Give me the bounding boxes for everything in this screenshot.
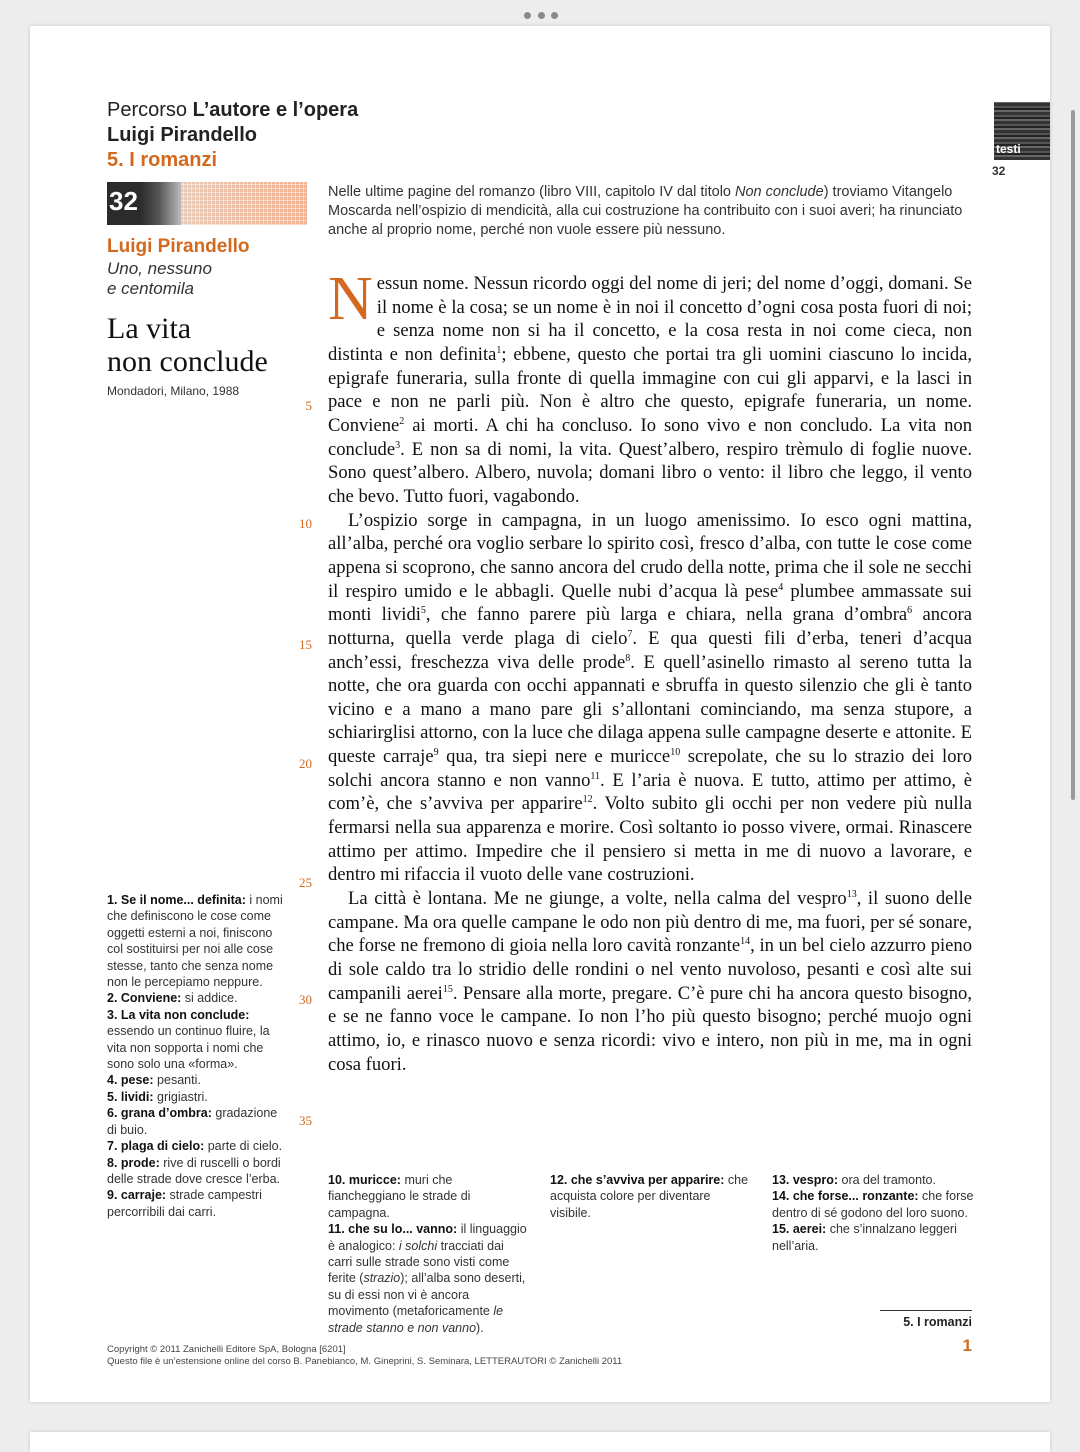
note-ref: 8 xyxy=(625,652,631,664)
path-title: L’autore e l’opera xyxy=(192,99,359,121)
note-ref: 7 xyxy=(627,628,633,640)
document-page xyxy=(30,26,1050,1402)
header-chapter: 5. I romanzi xyxy=(107,149,218,171)
side-tab xyxy=(994,102,1050,160)
side-tab-label: testi xyxy=(996,142,1021,156)
note-ref: 11 xyxy=(590,770,601,782)
note-ref: 13 xyxy=(846,888,857,900)
note-ref: 5 xyxy=(420,605,426,616)
note-ref: 12 xyxy=(582,794,593,806)
page-number: 1 xyxy=(962,1336,972,1355)
footnote: 2. Conviene: si addice. xyxy=(107,991,238,1006)
note-ref: 2 xyxy=(399,415,405,427)
footnotes-col-1 xyxy=(328,1172,528,1336)
next-page-edge xyxy=(30,1432,1050,1452)
paragraph-3: La città è lontana. Me ne giunge, a volte, nella calma del vespro$^{13}$, il suono delle campane. Ma ora quelle campane le odo non più dentro di me, ma fuori, per sé sonare, che forse ne fremono di gioia nella loro cavità ronzante$^{14}$, in un bel cielo azzurro pieno di sole caldo tra lo stridio delle rondini o nel vento nuvoloso, pesanti e così alte sui campanili aerei$^{15}$. Pensare alla morte, pregare. C’è pure chi ha ancora questo bisogno, e se ne fanno voce le campane. Io non l’ho più questo bisogno; perché muojo ogni attimo, io, e rinasco nuovo e senza ricordi: vivo e intero, non più in me, ma in ogni cosa fuori. xyxy=(328,888,973,1075)
footnotes-col-2 xyxy=(550,1172,750,1221)
note-ref: 1 xyxy=(496,344,502,356)
running-header xyxy=(107,98,358,173)
note-ref: 10 xyxy=(670,746,681,758)
footnote: 11. che su lo... vanno: il linguaggio è analogico: i solchi tracciati dai carri sulle strade sono visti come ferite (strazio); all’alba sono deserti, su di essi non vi è ancora movimento (metaforicamente le strade stanno e non vanno). xyxy=(328,1222,527,1335)
note-ref: 15 xyxy=(442,983,453,995)
badge-number: 32 xyxy=(109,186,138,216)
scrollbar[interactable] xyxy=(1071,110,1075,800)
line-number: 25 xyxy=(299,875,312,890)
footnote: 1. Se il nome... definita: i nomi che definiscono le cose come oggetti esterni a noi, finiscono col sostituirsi per noi alle cose stesse, tanto che senza nome non le percepiamo neppure. xyxy=(107,893,283,990)
footnote: 6. grana d’ombra: gradazione di buio. xyxy=(107,1106,278,1137)
line-number: 35 xyxy=(299,1113,312,1128)
passage-title: La vita non conclude xyxy=(107,312,268,378)
footnote: 8. prode: rive di ruscelli o bordi delle strade dove cresce l’erba. xyxy=(107,1155,281,1186)
footnote: 14. che forse... ronzante: che forse dentro di sé godono del loro suono. xyxy=(772,1189,974,1220)
footnotes-col-3 xyxy=(772,1172,982,1254)
note-ref: 3 xyxy=(395,439,401,451)
note-ref: 14 xyxy=(740,936,751,948)
footer-rule xyxy=(880,1310,972,1311)
introduction: Nelle ultime pagine del romanzo (libro VIII, capitolo IV dal titolo Non conclude) troviamo Vitangelo Moscarda nell’ospizio di mendicità, alla cui costruzione ha contribuito con i suoi averi; ha rinunciato anche al proprio nome, perché non vuole essere più nessuno. xyxy=(328,184,963,238)
passage-text xyxy=(328,265,973,1076)
footnote: 13. vespro: ora del tramonto. xyxy=(772,1173,936,1187)
path-prefix: Percorso xyxy=(107,99,188,121)
line-number: 5 xyxy=(305,398,312,413)
footnote: 10. muricce: muri che fiancheggiano le strade di campagna. xyxy=(328,1173,471,1220)
footnote: 3. La vita non conclude: essendo un continuo fluire, la vita non sopporta i nomi che sono solo una «forma». xyxy=(107,1007,270,1072)
paragraph-1: Nessun nome. Nessun ricordo oggi del nome di jeri; del nome d’oggi, domani. Se il nome è la cosa; se un nome è in noi il concetto d’ogni cosa posta fuori di noi; e senza nome non si ha il concetto, e la cosa resta in noi come cieca, non distinta e non definita$^1$; ebbene, questo che portai tra gli uomini ciascuno lo incida, epigrafe funeraria, sulla fronte di quella immagine con cui gli apparvi, e la lasci in pace e non ne parli più. Non è altro che questo, epigrafe funeraria, un nome. Conviene$^2$ ai morti. A chi ha concluso. Io sono vivo e non concludo. La vita non conclude$^3$. E non sa di nomi, la vita. Quest’albero, respiro trèmulo di foglie nuove. Sono quest’albero. Albero, nuvola; domani libro o vento: il libro che leggo, il vento che bevo. Tutto fuori, vagabondo. xyxy=(328,265,973,507)
copyright: Copyright © 2011 Zanichelli Editore SpA, Bologna [6201] Questo file è un’estensione online del corso B. Panebianco, M. Gineprini, S. Seminara, LETTERAUTORI © Zanichelli 2011 xyxy=(107,1344,623,1367)
note-ref: 4 xyxy=(778,581,784,593)
drop-cap: N xyxy=(328,265,373,333)
footnotes-left xyxy=(107,892,289,1220)
side-tab-number: 32 xyxy=(992,164,1006,178)
work-title: Uno, nessuno e centomila xyxy=(107,259,212,298)
paragraph-2: L’ospizio sorge in campagna, in un luogo amenissimo. Io esco ogni mattina, all’alba, perché ora voglio serbare lo spirito così, fresco d’alba, con tutte le cose come appena si scoprono, che sanno ancora del crudo della notte, prima che il sole ne secchi il respiro umido e le abbagli. Quelle nubi d’acqua là pese$^4$ plumbee ammassate sui monti lividi$^5$, che fanno parere più larga e chiara, nella grana d’ombra$^6$ ancora notturna, quella verde plaga di cielo$^7$. E qua questi fili d’erba, teneri d’acqua anch’essi, freschezza viva delle prode$^8$. E quell’asinello rimasto al sereno tutta la notte, che ora guarda con occhi appannati e sbruffa in questo silenzio che gli è tanto vicino e a mano a mano pare gli s’allontani cominciando, ma senza stupore, a schiarirglisi attorno, con la luce che dilaga appena sulle campagne deserte e attonite. E queste carraje$^9$ qua, tra siepi nere e muricce$^{10}$ screpolate, che su lo strazio dei loro solchi ancora stanno e non vanno$^{11}$. E l’aria è nuova. E tutto, attimo per attimo, è com’è, che s’avviva per apparire$^{12}$. Volto subito gli occhi per non vedere più nulla fermarsi nella sua apparenza e morire. Così soltanto io posso vivere, ormai. Rinascere attimo per attimo. Impedire che il pensiero si metta in me di nuovo a lavorare, e dentro mi rifaccia il vuoto delle vane costruzioni. xyxy=(328,509,973,886)
footnote: 15. aerei: che s’innalzano leggeri nell’aria. xyxy=(772,1222,957,1253)
line-number: 15 xyxy=(299,637,312,652)
header-author: Luigi Pirandello xyxy=(107,124,258,146)
publisher-info: Mondadori, Milano, 1988 xyxy=(107,384,240,398)
note-ref: 6 xyxy=(907,605,913,616)
text-number-badge xyxy=(107,182,307,225)
footnote: 9. carraje: strade campestri percorribili dai carri. xyxy=(107,1188,262,1219)
line-number: 10 xyxy=(299,516,312,531)
work-author: Luigi Pirandello xyxy=(107,236,250,257)
footnote: 12. che s’avviva per apparire: che acquista colore per diventare visibile. xyxy=(550,1173,749,1220)
line-number: 20 xyxy=(299,756,312,771)
footnote: 4. pese: pesanti. xyxy=(107,1073,201,1088)
window-menu-dots[interactable] xyxy=(524,10,558,20)
line-number: 30 xyxy=(299,992,312,1007)
footnote: 7. plaga di cielo: parte di cielo. xyxy=(107,1139,283,1154)
footer-chapter: 5. I romanzi xyxy=(903,1315,972,1329)
footnote: 5. lividi: grigiastri. xyxy=(107,1089,208,1104)
note-ref: 9 xyxy=(433,746,439,758)
